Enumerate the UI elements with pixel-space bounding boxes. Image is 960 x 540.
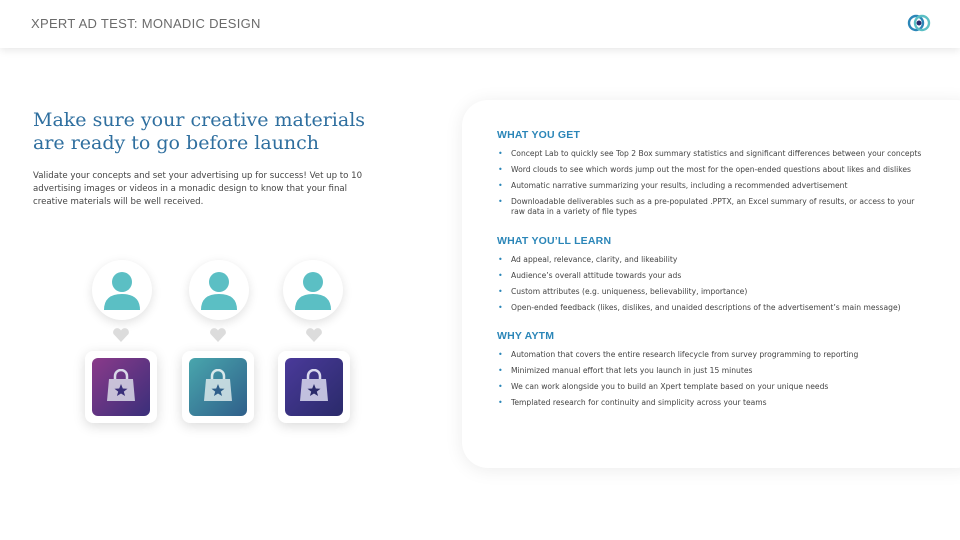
shopping-bag-star-icon	[203, 369, 233, 403]
list-what-youll-learn	[497, 255, 927, 319]
respondent-avatar	[283, 260, 343, 320]
user-icon	[104, 270, 140, 310]
list-item: • Automation that covers the entire research lifecycle from survey programming to reporting	[497, 350, 927, 360]
list-item: • Custom attributes (e.g. uniqueness, believability, importance)	[497, 287, 927, 297]
ad-concept-tile	[278, 351, 350, 423]
ad-concept-tile	[85, 351, 157, 423]
list-item: • Audience’s overall attitude towards your ads	[497, 271, 927, 281]
page-title: XPERT AD TEST: MONADIC DESIGN	[31, 16, 261, 31]
list-item: • Ad appeal, relevance, clarity, and likeability	[497, 255, 927, 265]
shopping-bag-star-icon	[106, 369, 136, 403]
list-item: • Downloadable deliverables such as a pre-populated .PPTX, an Excel summary of results, or access to your raw data in a variety of file types	[497, 197, 927, 218]
hero-headline: Make sure your creative materials are ready to go before launch	[33, 109, 366, 154]
ad-concept-tile	[182, 351, 254, 423]
heart-icon	[112, 328, 130, 342]
heart-icon	[209, 328, 227, 342]
aytm-logo-icon[interactable]	[907, 14, 931, 32]
list-what-you-get	[497, 149, 927, 223]
heart-icon	[305, 328, 323, 342]
section-title-what-youll-learn: WHAT YOU’LL LEARN	[497, 235, 612, 247]
section-title-why-aytm: WHY AYTM	[497, 330, 555, 342]
section-title-what-you-get: WHAT YOU GET	[497, 129, 581, 141]
user-icon	[201, 270, 237, 310]
list-item: • We can work alongside you to build an Xpert template based on your unique needs	[497, 382, 927, 392]
list-why-aytm	[497, 350, 927, 414]
hero-intro: Validate your concepts and set your advertising up for success! Vet up to 10 advertising images or videos in a monadic design to know that your final creative materials will be well received.	[33, 171, 363, 208]
user-icon	[295, 270, 331, 310]
list-item: • Open-ended feedback (likes, dislikes, and unaided descriptions of the advertisement’s main message)	[497, 303, 927, 313]
respondent-avatar	[189, 260, 249, 320]
list-item: • Automatic narrative summarizing your results, including a recommended advertisement	[497, 181, 927, 191]
header-bar	[0, 0, 960, 48]
list-item: • Concept Lab to quickly see Top 2 Box summary statistics and significant differences between your concepts	[497, 149, 927, 159]
list-item: • Word clouds to see which words jump out the most for the open-ended questions about likes and dislikes	[497, 165, 927, 175]
list-item: • Templated research for continuity and simplicity across your teams	[497, 398, 927, 408]
list-item: • Minimized manual effort that lets you launch in just 15 minutes	[497, 366, 927, 376]
shopping-bag-star-icon	[299, 369, 329, 403]
respondent-avatar	[92, 260, 152, 320]
